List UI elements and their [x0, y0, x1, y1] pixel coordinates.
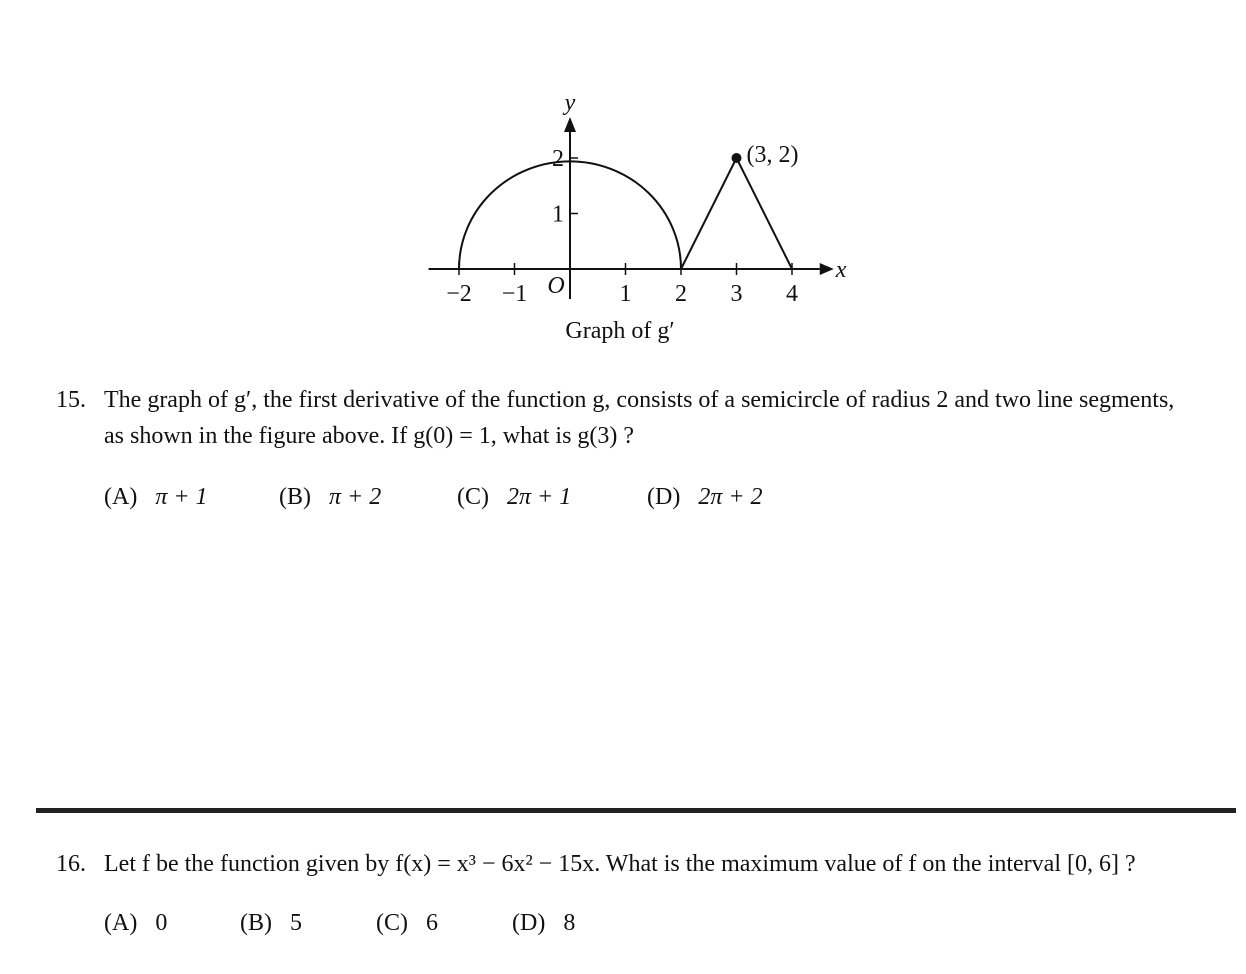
- x-tick-label: 2: [675, 281, 687, 307]
- graph-caption: Graph of g′: [565, 318, 675, 344]
- question-number: 16.: [56, 851, 86, 877]
- choice-label: (A): [104, 484, 138, 510]
- choice-label: (D): [647, 484, 681, 510]
- choice-value: 0: [155, 910, 168, 936]
- y-axis-arrow: [564, 117, 576, 132]
- x-tick-label: 1: [619, 281, 632, 307]
- choice-label: (C): [376, 910, 408, 936]
- x-tick-label: −1: [501, 281, 528, 307]
- question-line-1: Let f be the function given by f(x) = x³ − 6x² − 15x. What is the maximum value of f on the interval [0, 6] ?: [104, 851, 1136, 877]
- x-tick-label: 4: [786, 281, 798, 307]
- choice-value: 2π + 2: [698, 484, 763, 510]
- point-label: (3, 2): [746, 142, 799, 168]
- choice-value: 6: [426, 910, 438, 936]
- choice-label: (C): [457, 484, 489, 510]
- y-tick-label: 2: [552, 146, 564, 172]
- line-segment: [737, 158, 793, 269]
- choice-b[interactable]: [279, 484, 381, 511]
- choice-d[interactable]: [647, 484, 763, 511]
- choice-value: 5: [290, 910, 302, 936]
- choice-label: (B): [279, 484, 311, 510]
- choice-label: (B): [240, 910, 272, 936]
- choice-label: (A): [104, 910, 138, 936]
- section-divider: [36, 808, 1236, 813]
- origin-label: O: [547, 273, 565, 299]
- choice-c[interactable]: [457, 484, 571, 511]
- question-line-1: The graph of g′, the first derivative of the function g, consists of a semicircle of radius 2 and two line segments,: [104, 387, 1175, 413]
- choice-a[interactable]: [104, 910, 167, 937]
- choice-value: 8: [563, 910, 576, 936]
- graph-labels: [446, 90, 847, 344]
- x-tick-label: 3: [730, 281, 743, 307]
- choice-a[interactable]: [104, 484, 208, 511]
- question-line-2: as shown in the figure above. If g(0) = 1, what is g(3) ?: [104, 423, 635, 449]
- question-number: 15.: [56, 387, 86, 413]
- choice-value: π + 2: [329, 484, 382, 510]
- point-marker: [732, 153, 742, 163]
- choice-value: π + 1: [155, 484, 208, 510]
- graph-marks: [459, 153, 792, 269]
- choice-d[interactable]: [512, 910, 575, 937]
- x-tick-label: −2: [446, 281, 472, 307]
- choice-value: 2π + 1: [507, 484, 572, 510]
- x-axis-label: x: [835, 257, 847, 283]
- y-axis-label: y: [564, 90, 576, 116]
- line-segment: [681, 158, 737, 269]
- choice-c[interactable]: [376, 910, 438, 937]
- y-tick-label: 1: [552, 201, 564, 228]
- choice-b[interactable]: [240, 910, 302, 937]
- x-axis-arrow: [820, 263, 834, 275]
- graph-figure: [0, 0, 1246, 360]
- choice-label: (D): [512, 910, 546, 936]
